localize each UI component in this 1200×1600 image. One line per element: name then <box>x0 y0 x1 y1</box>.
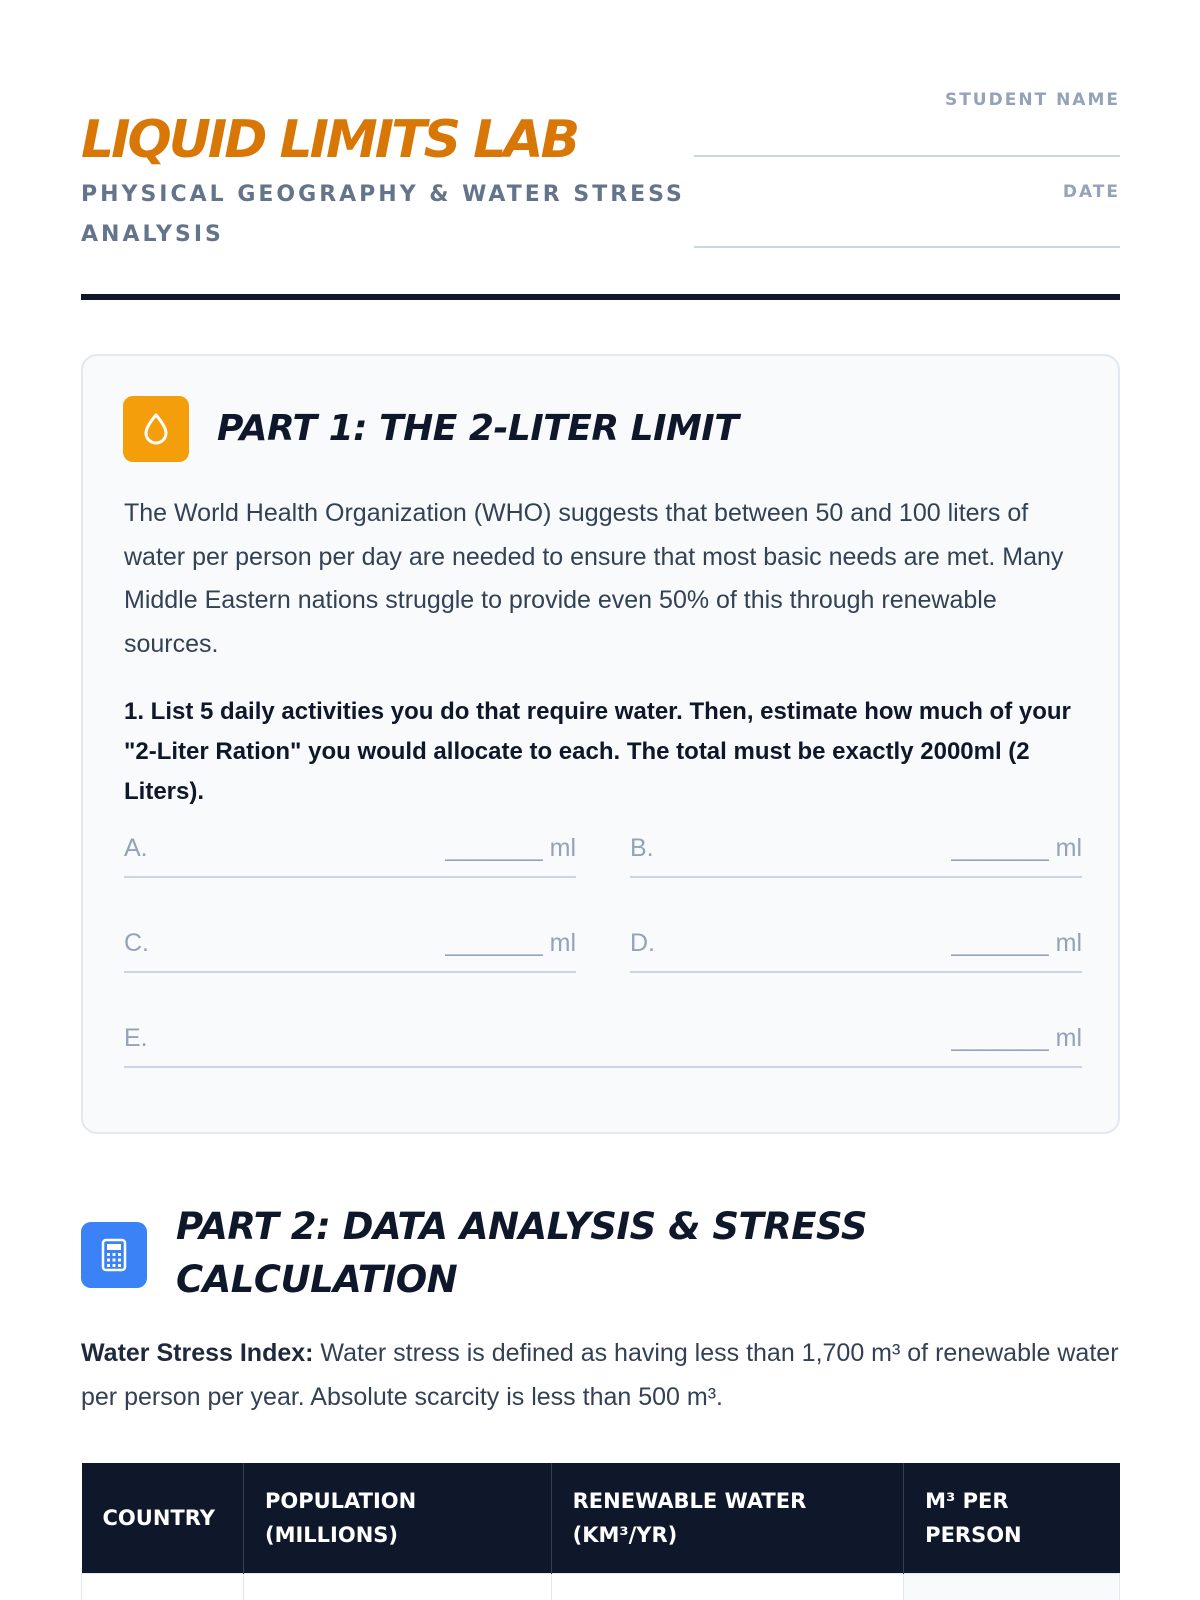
table-cell[interactable] <box>551 1573 904 1600</box>
date-field[interactable] <box>694 246 1120 248</box>
table-cell[interactable] <box>904 1573 1120 1600</box>
part1-title: PART 1: THE 2-LITER LIMIT <box>217 408 739 449</box>
table-row <box>82 1573 1120 1600</box>
allocation-letter: A. <box>124 834 148 862</box>
column-header-country: COUNTRY <box>82 1463 244 1573</box>
stress-index-text <box>81 1332 1120 1419</box>
allocation-field-b[interactable] <box>630 816 1082 878</box>
allocation-unit: _______ ml <box>445 929 576 957</box>
date-label: DATE <box>1062 182 1120 202</box>
worksheet-page <box>81 0 1120 1547</box>
table-header-row <box>82 1463 1120 1573</box>
column-header-renewable-water: RENEWABLE WATER (KM³/YR) <box>551 1463 904 1573</box>
allocation-letter: C. <box>124 929 149 957</box>
allocation-field-a[interactable] <box>124 816 576 878</box>
student-name-label: STUDENT NAME <box>944 90 1120 110</box>
page-title: LIQUID LIMITS LAB <box>81 110 578 170</box>
allocation-unit: _______ ml <box>951 1024 1082 1052</box>
allocation-unit: _______ ml <box>951 929 1082 957</box>
part1-card <box>81 354 1120 1134</box>
calculator-icon <box>81 1222 147 1288</box>
allocation-field-d[interactable] <box>630 911 1082 973</box>
allocation-unit: _______ ml <box>445 834 576 862</box>
column-header-m3-per-person: M³ PER PERSON <box>904 1463 1120 1573</box>
allocation-letter: E. <box>124 1024 148 1052</box>
student-name-field[interactable] <box>694 155 1120 157</box>
table-cell[interactable] <box>243 1573 551 1600</box>
page-subtitle: PHYSICAL GEOGRAPHY & WATER STRESS ANALYSIS <box>81 182 685 247</box>
water-data-table <box>81 1463 1120 1600</box>
allocation-letter: D. <box>630 929 655 957</box>
table-cell[interactable] <box>82 1573 244 1600</box>
part2-title: PART 2: DATA ANALYSIS & STRESS CALCULATION <box>176 1205 867 1301</box>
allocation-field-c[interactable] <box>124 911 576 973</box>
header-divider <box>81 294 1120 300</box>
stress-index-label: Water Stress Index: <box>81 1339 314 1367</box>
part1-intro: The World Health Organization (WHO) suggests that between 50 and 100 liters of water per person per day are needed to ensure that most basic needs are met. Many Middle Eastern nations struggle to provide even 50% of this through renewable sources. <box>124 499 1064 658</box>
column-header-population: POPULATION (MILLIONS) <box>243 1463 551 1573</box>
allocation-unit: _______ ml <box>951 834 1082 862</box>
allocation-field-e[interactable] <box>124 1006 1082 1068</box>
allocation-letter: B. <box>630 834 654 862</box>
water-drop-icon <box>123 396 189 462</box>
worksheet-header <box>81 0 1120 300</box>
question-1: 1. List 5 daily activities you do that require water. Then, estimate how much of your "2-Liter Ration" you would allocate to each. The total must be exactly 2000ml (2 Liters). <box>124 698 1071 805</box>
stress-index-description: Water stress is defined as having less than 1,700 m³ of renewable water per person per year. Absolute scarcity is less than 500 m³. <box>81 1339 1119 1411</box>
